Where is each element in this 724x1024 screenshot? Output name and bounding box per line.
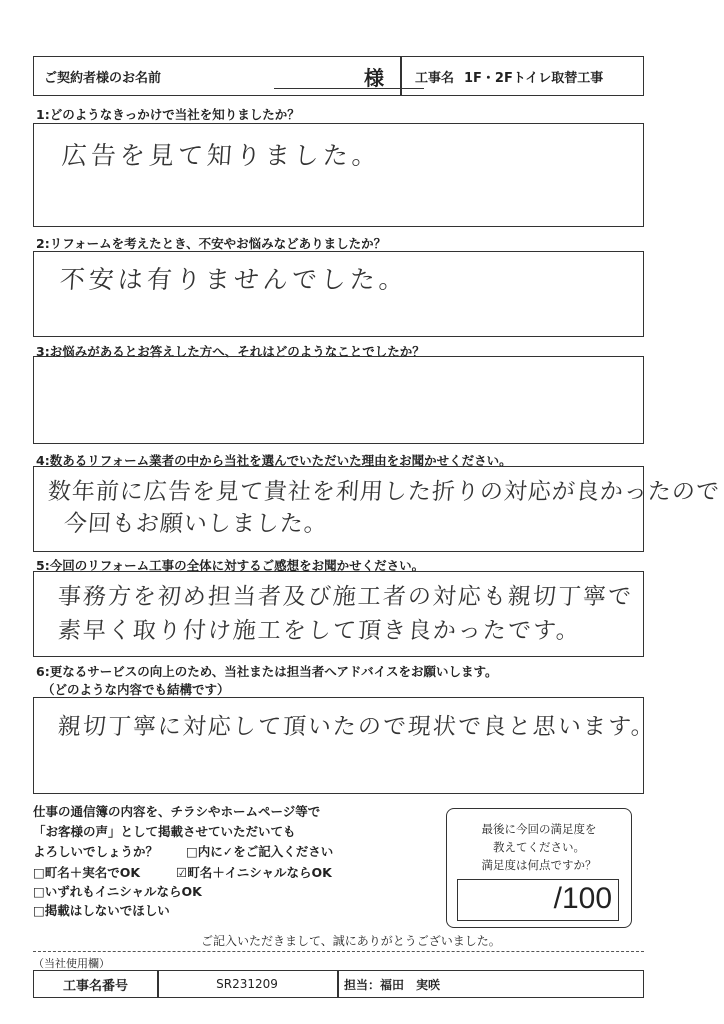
office-staff: 担当：福田 実咲 (344, 977, 441, 992)
question-6-label: 6:更なるサービスの向上のため、当社または担当者へアドバイスをお願いします。 (36, 664, 498, 679)
answer-6-box[interactable] (33, 697, 657, 794)
consent-line-2: 「お客様の声」として掲載させていただいても (33, 824, 296, 839)
answer-3-box[interactable] (33, 356, 644, 444)
score-suffix: /100 (553, 882, 612, 915)
answer-4-box[interactable] (33, 466, 721, 552)
consent-option-2[interactable]: ☑町名＋イニシャルならOK (176, 865, 332, 880)
answer-6-line-1: 親切丁寧に対応して頂いたので現状で良と思います。 (56, 714, 657, 740)
satisfaction-panel (446, 808, 632, 928)
answer-5-line-1: 事務方を初め担当者及び施工者の対応も親切丁寧で (56, 584, 634, 610)
honorific-label: 様 (364, 65, 384, 90)
office-divider-2 (337, 971, 339, 997)
consent-option-3[interactable]: □いずれもイニシャルならOK (33, 884, 202, 899)
project-name: 1F・2Fトイレ取替工事 (464, 70, 604, 86)
consent-option-1[interactable]: □町名＋実名でOK (33, 865, 141, 880)
office-section-label: （当社使用欄） (33, 957, 110, 970)
satisfaction-prompt-line-3: 満足度は何点ですか？ (481, 858, 597, 872)
project-label: 工事名 (415, 70, 455, 86)
answer-1-box[interactable] (33, 123, 644, 227)
header-divider (400, 57, 402, 95)
office-number-value: SR231209 (216, 977, 278, 991)
answer-4-line-2: 今回もお願いしました。 (62, 511, 329, 537)
satisfaction-prompt-line-1: 最後に今回の満足度を (481, 822, 597, 836)
question-4-label: 4:数あるリフォーム業者の中から当社を選んでいただいた理由をお聞かせください。 (36, 453, 512, 468)
consent-line-1: 仕事の通信簿の内容を、チラシやホームページ等で (33, 804, 321, 819)
customer-name-label: ご契約者様のお名前 (44, 70, 162, 86)
consent-instruction: □内に✓をご記入ください (186, 844, 334, 859)
customer-name-field[interactable] (274, 61, 424, 89)
answer-2-box[interactable] (33, 251, 644, 337)
question-3-label: 3:お悩みがあるとお答えした方へ、それはどのようなことでしたか？ (36, 344, 425, 359)
answer-5-box[interactable] (33, 571, 644, 657)
question-2-label: 2:リフォームを考えたとき、不安やお悩みなどありましたか？ (36, 236, 387, 251)
cut-line (33, 951, 644, 952)
question-5-label: 5:今回のリフォーム工事の全体に対するご感想をお聞かせください。 (36, 558, 425, 573)
answer-5-line-2: 素早く取り付け施工をして頂き良かったです。 (56, 618, 582, 644)
satisfaction-prompt-line-2: 教えてください。 (493, 840, 585, 854)
header-row (33, 56, 644, 96)
score-field[interactable] (457, 879, 619, 921)
answer-2-line-1: 不安は有りませんでした。 (58, 265, 409, 294)
office-row (33, 970, 644, 998)
thanks-message: ご記入いただきまして、誠にありがとうございました。 (201, 934, 501, 948)
question-6-sublabel: （どのような内容でも結構です） (42, 682, 230, 697)
consent-line-3: よろしいでしょうか？ (33, 844, 159, 859)
question-1-label: 1:どのようなきっかけで当社を知りましたか？ (36, 107, 300, 122)
answer-1-line-1: 広告を見て知りました。 (60, 141, 382, 170)
answer-4-line-1: 数年前に広告を見て貴社を利用した折りの対応が良かったので (46, 479, 721, 505)
office-number-label: 工事名番号 (62, 978, 128, 994)
consent-option-4[interactable]: □掲載はしないでほしい (33, 903, 170, 918)
